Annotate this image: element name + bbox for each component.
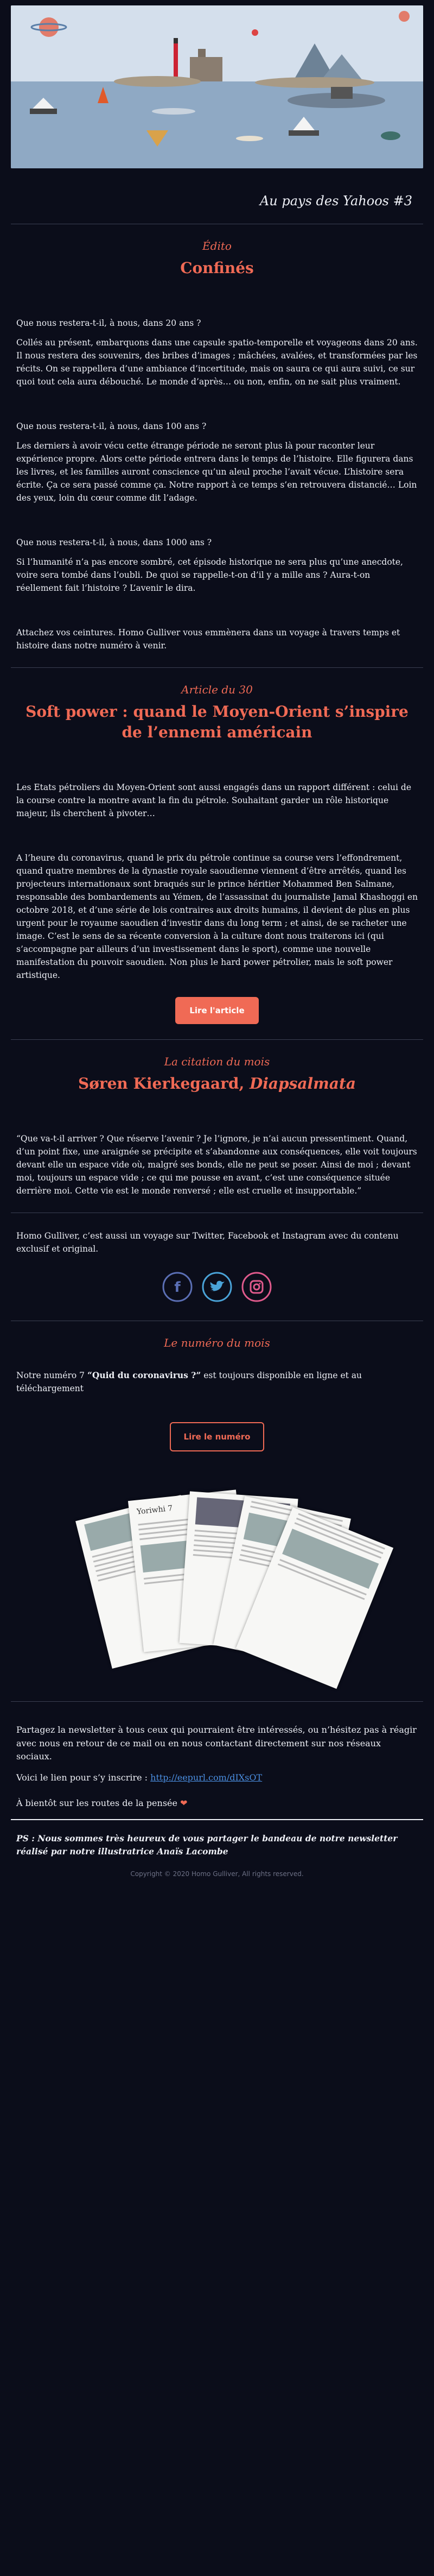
svg-text:f: f [174, 1279, 181, 1296]
article-title: Soft power : quand le Moyen-Orient s’inspire de l’ennemi américain [25, 703, 409, 741]
divider [11, 1819, 423, 1820]
header-banner-illustration [11, 5, 423, 168]
edito-question-1000: Que nous restera-t-il, à nous, dans 1000 ans ? [16, 537, 212, 547]
banner-art [11, 5, 423, 168]
edito-question-100: Que nous restera-t-il, à nous, dans 100 ans ? [16, 421, 207, 431]
citation-author [22, 1074, 412, 1094]
article-section [11, 683, 423, 1024]
edito-question-20: Que nous restera-t-il, à nous, dans 20 ans ? [16, 318, 201, 328]
edito-title: Confinés [180, 259, 254, 277]
ps-note: PS : Nous sommes très heureux de vous partager le bandeau de notre newsletter réalisé par notre illustratrice Anaïs Lacombe [16, 1833, 398, 1857]
issue-text: Notre numéro 7 “Quid du coronavirus ?” est toujours disponible en ligne et au téléchargement [16, 1369, 362, 1393]
footer-section [11, 1723, 423, 1878]
issue-title: Au pays des Yahoos #3 [259, 193, 412, 209]
social-text: Homo Gulliver, c’est aussi un voyage sur Twitter, Facebook et Instagram avec du contenu exclusif et original. [16, 1230, 399, 1254]
goodbye-line: À bientôt sur les routes de la pensée ❤ [16, 1797, 188, 1808]
citation-section [11, 1055, 423, 1197]
read-article-button[interactable]: Lire l'article [175, 997, 258, 1024]
subscribe-link[interactable]: http://eepurl.com/dIXsOT [150, 1772, 263, 1783]
edito-paragraph: Les derniers à avoir vécu cette étrange période ne seront plus là pour raconter leur expérience propre. Alors cette période entrera dans le temps de l’histoire. Elle figurera dans les livres, et les familles auront conscience qu’un aleul proche l’avait vécue. L’histoire sera écrite. Ça ce sera passé comme ça. Notre rapport à ce temps s’en retrouvera distancié… Loin des yeux, loin du cœur comme dit l’adage. [16, 440, 417, 503]
edito-closing: Attachez vos ceintures. Homo Gulliver vous emmènera dans un voyage à travers temps et histoire dans notre numéro à venir. [16, 628, 400, 651]
issue-kicker: Le numéro du mois [164, 1336, 270, 1349]
divider [11, 667, 423, 668]
social-section [11, 1229, 423, 1304]
social-links [11, 1272, 423, 1304]
twitter-icon[interactable] [202, 1272, 232, 1302]
divider [11, 1701, 423, 1702]
work-title: Diapsalmata [249, 1074, 356, 1093]
issue-covers-image [11, 1484, 423, 1685]
edito-paragraph: Collés au présent, embarquons dans une capsule spatio-temporelle et voyageons dans 20 ans. Il nous restera des souvenirs, des bribes d’images ; mâchées, avalées, et transformées par les récits. On se rappellera d’une ambiance d’incertitude, mais on saura ce qui aura suivi, ce sur quoi tout cela aura débouché. Le monde d’après… ou non, enfin, on ne sait plus vraiment. [16, 337, 418, 387]
read-issue-button[interactable]: Lire le numéro [170, 1422, 265, 1451]
heart-icon: ❤ [180, 1797, 188, 1808]
share-text: Partagez la newsletter à tous ceux qui pourraient être intéressés, ou n’hésitez pas à réagir avec nous en retour de ce mail ou en nous contactant directement sur nos réseaux sociaux. [16, 1724, 417, 1762]
divider [11, 1039, 423, 1040]
article-body: A l’heure du coronavirus, quand le prix du pétrole continue sa course vers l’effondrement, quand quatre membres de la dynastie royale saoudienne viennent d’être arrêtés, quand les projecteurs internationaux sont braqués sur le prince héritier Mohammed Ben Salmane, responsable des bombardements au Yémen, de l’assassinat du journaliste Jamal Khashoggi en octobre 2018, et d’une série de lois contraires aux droits humains, il devient de plus en plus urgent pour le royaume saoudien d’investir dans du long term ; et ainsi, de se racheter une image. C’est le sens de sa récente conversion à la culture dont nous traiterons ici (qui s’accompagne par ailleurs d’un investissement dans le sport), comme une nouvelle manifestation du pouvoir saoudien. Non plus le hard power pétrolier, mais le soft power artistique. [16, 853, 418, 980]
copyright: Copyright © 2020 Homo Gulliver, All rights reserved. [130, 1870, 304, 1878]
newsletter [11, 5, 423, 1878]
author-name: Søren Kierkegaard, [78, 1074, 245, 1093]
cover-page: Yoriwhi 7 [128, 1489, 252, 1652]
citation-kicker: La citation du mois [164, 1055, 270, 1068]
issue-section [11, 1336, 423, 1685]
edito-paragraph: Si l’humanité n’a pas encore sombré, cet épisode historique ne sera plus qu’une anecdote, voire sera tombé dans l’oubli. De quoi se rappelle-t-on d’il y a mille ans ? Aura-t-on réellement fait l’histoire ? L’avenir le dira. [16, 557, 403, 594]
edito-kicker: Édito [202, 239, 232, 252]
issue-name: “Quid du coronavirus ?” [87, 1369, 201, 1380]
article-kicker: Article du 30 [181, 683, 253, 697]
facebook-icon[interactable] [162, 1272, 193, 1302]
citation-quote: “Que va-t-il arriver ? Que réserve l’avenir ? Je l’ignore, je n’ai aucun pressentiment. Quand, d’un point fixe, une araignée se précipite et s’abandonne aux conséquences, elle voit toujours devant elle un espace vide où, malgré ses bonds, elle ne peut se poser. Ainsi de moi ; devant moi, toujours un espace vide ; ce qui me pousse en avant, c’est une conséquence située derrière moi. Cette vie est le monde renversé ; elle est cruelle et insupportable.” [16, 1133, 417, 1196]
subscribe-line: Voici le lien pour s’y inscrire : http://eepurl.com/dIXsOT [16, 1772, 263, 1783]
instagram-icon[interactable] [241, 1272, 272, 1302]
article-intro: Les Etats pétroliers du Moyen-Orient sont aussi engagés dans un rapport différent : celui de la course contre la montre avant la fin du pétrole. Souhaitant garder un rôle historique majeur, ils cherchent à pivoter… [16, 782, 412, 818]
edito-section [11, 239, 423, 652]
